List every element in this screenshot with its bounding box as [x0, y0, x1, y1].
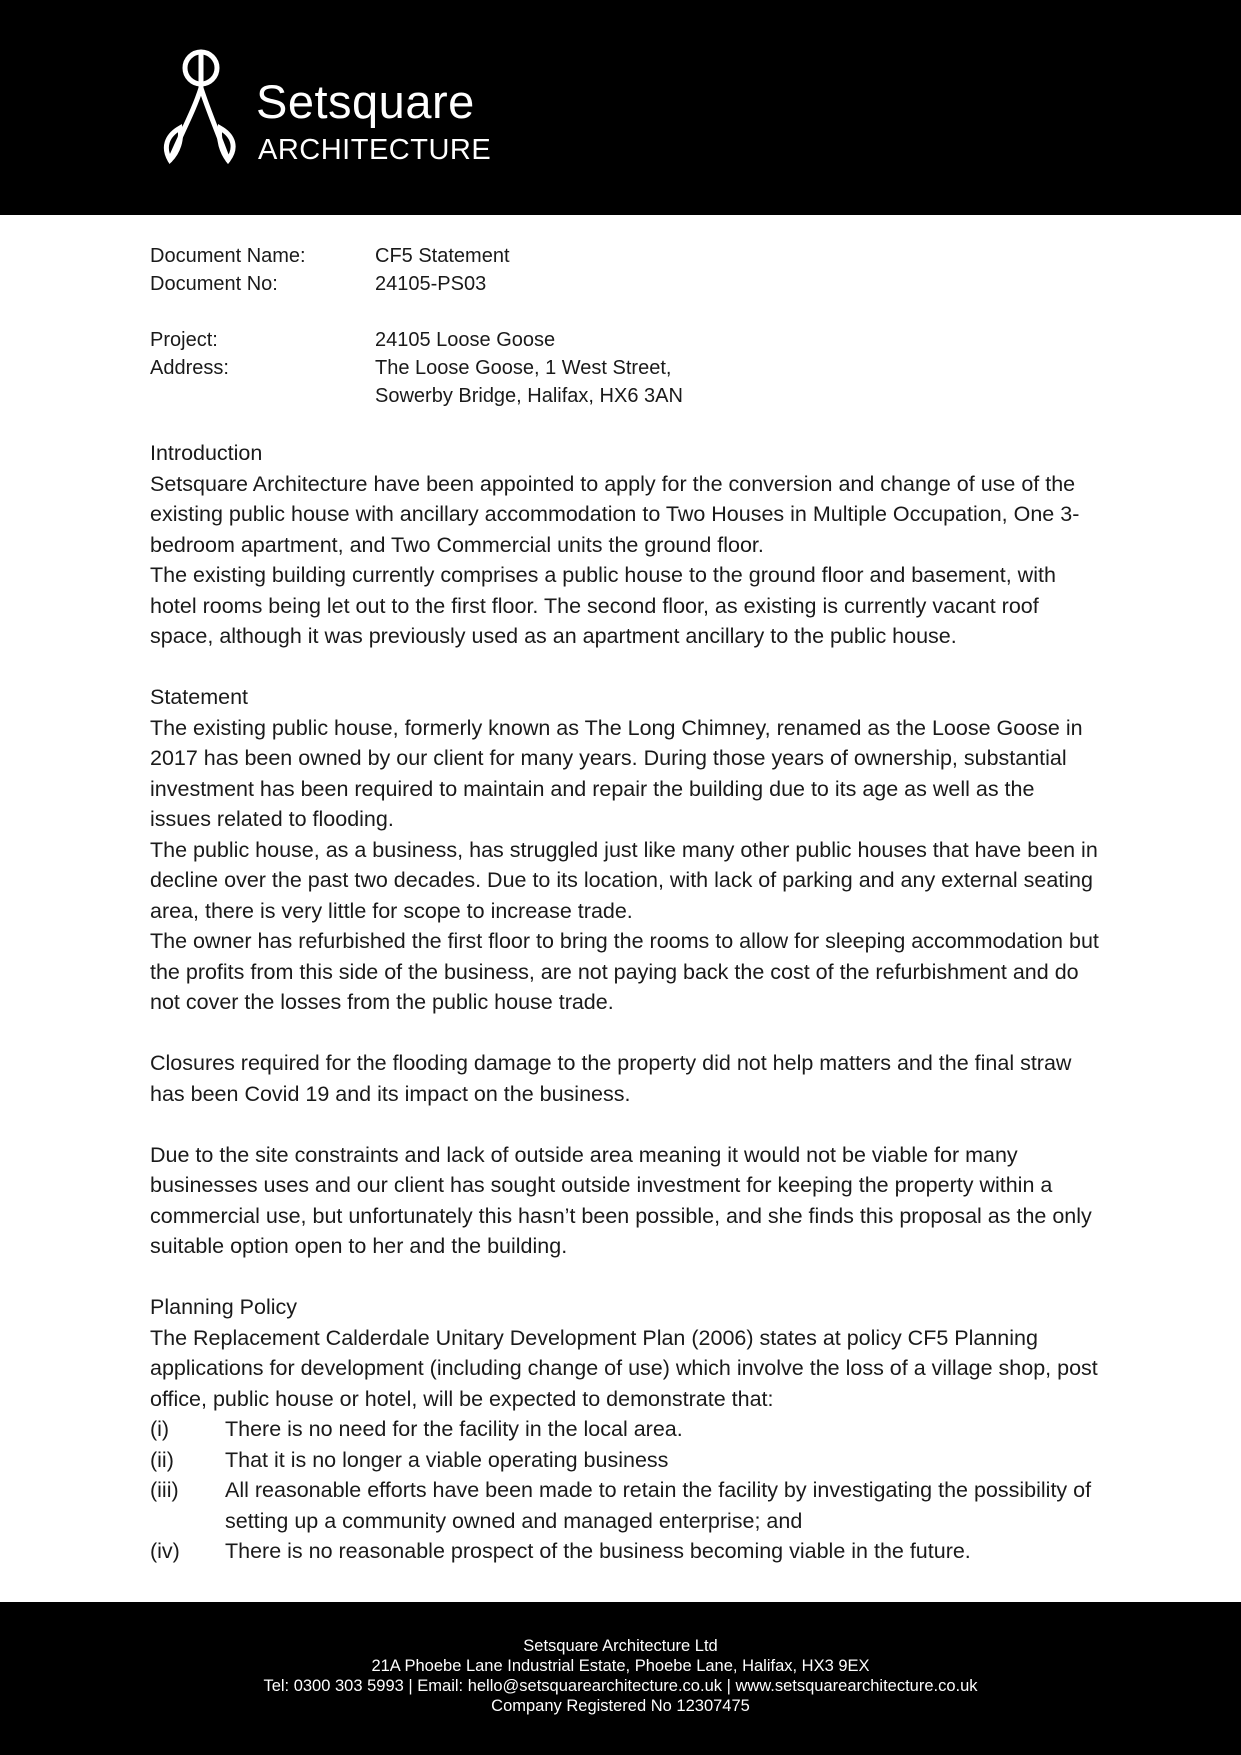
introduction-heading: Introduction [150, 441, 263, 465]
statement-paragraph: Closures required for the flooding damage to the property did not help matters and the final straw has been Covid 19 and its impact on the business. [150, 1051, 1072, 1106]
statement-paragraph: The owner has refurbished the first floor to bring the rooms to allow for sleeping accommodation but the profits from this side of the business, are not paying back the cost of the refurbishment and do not cover the losses from the public house trade. [150, 929, 1099, 1014]
policy-item-number: (iii) [150, 1478, 179, 1502]
logo-wordmark: Setsquare [256, 75, 475, 128]
statement-paragraph: The existing public house, formerly known as The Long Chimney, renamed as the Loose Goose in 2017 has been owned by our client for many years. During those years of ownership, substantial investment has been required to maintain and repair the building due to its age as well as the issues related to flooding. [150, 715, 1083, 831]
policy-list-item [150, 1414, 1100, 1445]
document-name-value: CF5 Statement [375, 245, 510, 267]
setsquare-logo-icon [158, 48, 244, 166]
introduction-paragraph: Setsquare Architecture have been appointed to apply for the conversion and change of use of the existing public house with ancillary accommodation to Two Houses in Multiple Occupation, One 3-bedroom apartment, and Two Commercial units the ground floor. [150, 471, 1080, 557]
policy-item-text: There is no need for the facility in the local area. [225, 1417, 683, 1441]
page-footer [0, 1602, 1241, 1755]
introduction-paragraph: The existing building currently comprises a public house to the ground floor and basement, with hotel rooms being let out to the first floor. The second floor, as existing is currently vacant roof space, although it was previously used as an apartment ancillary to the public house. [150, 563, 1056, 648]
page-header [0, 0, 1241, 215]
statement-paragraph: Due to the site constraints and lack of outside area meaning it would not be viable for many businesses uses and our client has sought outside investment for keeping the property within a commercial use, but unfortunately this hasn’t been possible, and she finds this proposal as the only suitable option open to her and the building. [150, 1142, 1092, 1258]
policy-list-item [150, 1536, 1100, 1567]
statement-heading: Statement [150, 685, 248, 709]
policy-item-text: That it is no longer a viable operating business [225, 1447, 669, 1472]
address-line-1: The Loose Goose, 1 West Street, [375, 357, 672, 379]
policy-item-number: (ii) [150, 1447, 174, 1472]
footer-company-name: Setsquare Architecture Ltd [523, 1637, 718, 1655]
project-value: 24105 Loose Goose [375, 329, 556, 351]
policy-item-number: (iv) [150, 1539, 180, 1563]
footer-contact: Tel: 0300 303 5993 | Email: hello@setsquarearchitecture.co.uk | www.setsquarearchitecture.co.uk [263, 1677, 978, 1695]
document-body [150, 438, 1100, 1567]
policy-list-item [150, 1445, 1100, 1476]
document-no-value: 24105-PS03 [375, 273, 487, 295]
planning-policy-intro: The Replacement Calderdale Unitary Development Plan (2006) states at policy CF5 Planning applications for development (including change of use) which involve the loss of a village shop, post office, public house or hotel, will be expected to demonstrate that: [150, 1325, 1098, 1411]
policy-item-number: (i) [150, 1417, 170, 1441]
logo-subtitle: ARCHITECTURE [258, 134, 492, 166]
footer-registration: Company Registered No 12307475 [491, 1697, 750, 1715]
policy-item-text: There is no reasonable prospect of the business becoming viable in the future. [225, 1539, 971, 1563]
document-name-label: Document Name: [150, 245, 306, 267]
document-no-label: Document No: [150, 273, 278, 295]
planning-policy-heading: Planning Policy [150, 1295, 298, 1319]
address-line-2: Sowerby Bridge, Halifax, HX6 3AN [375, 385, 683, 407]
project-label: Project: [150, 329, 218, 351]
statement-paragraph: The public house, as a business, has struggled just like many other public houses that have been in decline over the past two decades. Due to its location, with lack of parking and any external seating area, there is very little for scope to increase trade. [150, 837, 1098, 923]
footer-address: 21A Phoebe Lane Industrial Estate, Phoebe Lane, Halifax, HX3 9EX [371, 1657, 870, 1675]
policy-item-text: All reasonable efforts have been made to retain the facility by investigating the possibility of setting up a community owned and managed enterprise; and [225, 1478, 1092, 1533]
policy-list-item [150, 1475, 1100, 1536]
address-label: Address: [150, 357, 229, 379]
